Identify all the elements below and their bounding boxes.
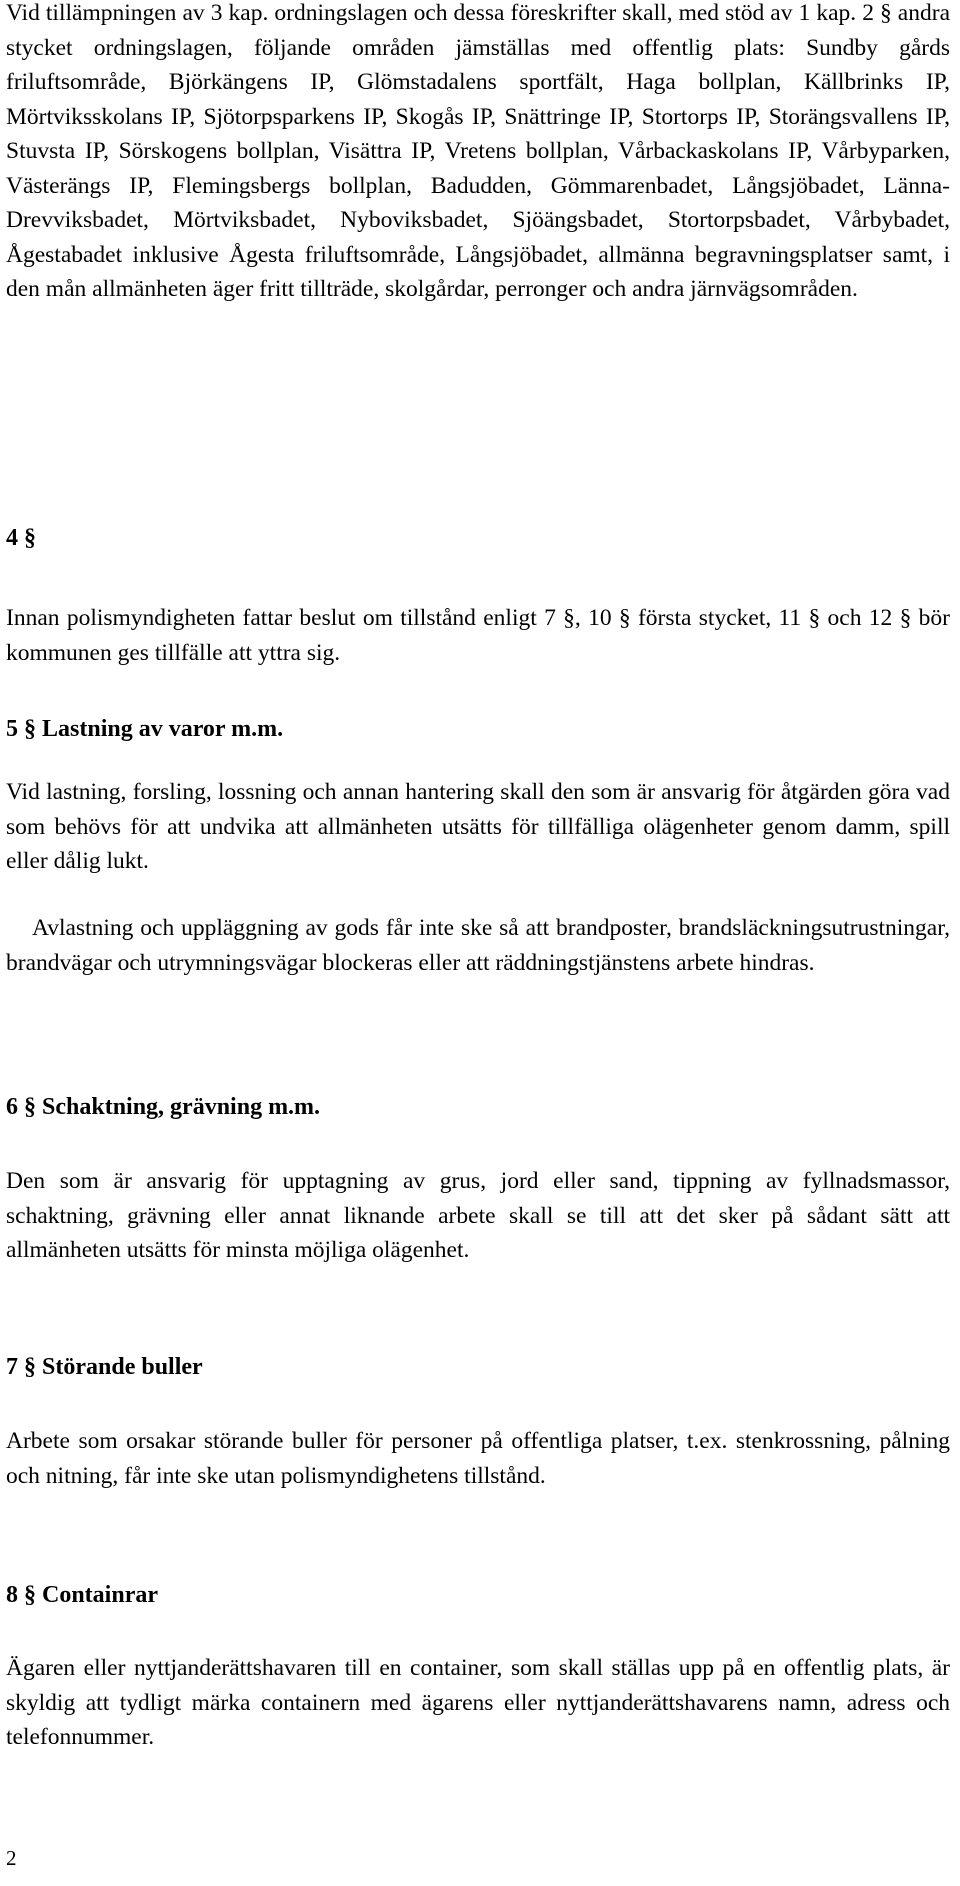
section-4-heading: 4 § <box>6 525 36 551</box>
intro-paragraph: Vid tillämpningen av 3 kap. ordningslagen och dessa föreskrifter skall, med stöd av 1 kap. 2 § andra stycket ordningslagen, följande områden jämställas med offentlig plats: Sundby gårds friluftsområde, Björkängens IP, Glömstadalens sportfält, Haga bollplan, Källbrinks IP, Mörtviksskolans IP, Sjötorpsparkens IP, Skogås IP, Snättringe IP, Stortorps IP, Storängsvallens IP, Stuvsta IP, Sörskogens bollplan, Visättra IP, Vretens bollplan, Vårbackaskolans IP, Vårbyparken, Västerängs IP, Flemingsbergs bollplan, Badudden, Gömmarenbadet, Långsjöbadet, Länna-Drevviksbadet, Mörtviksbadet, Nyboviksbadet, Sjöängsbadet, Stortorpsbadet, Vårbybadet, Ågestabadet inklusive Ågesta friluftsområde, Långsjöbadet, allmänna begravningsplatser samt, i den mån allmänheten äger fritt tillträde, skolgårdar, perronger och andra järnvägsområden. <box>6 0 950 302</box>
section-8-heading: 8 § Containrar <box>6 1582 158 1608</box>
section-8-paragraph: Ägaren eller nyttjanderättshavaren till en container, som skall ställas upp på en offentlig plats, är skyldig att tydligt märka containern med ägarens eller nyttjanderättshavarens namn, adress och telefonnummer. <box>6 1655 950 1750</box>
section-5-heading: 5 § Lastning av varor m.m. <box>6 716 284 742</box>
section-6-heading: 6 § Schaktning, grävning m.m. <box>6 1094 321 1120</box>
section-7-heading: 7 § Störande buller <box>6 1354 203 1380</box>
section-5-paragraph-2: Avlastning och uppläggning av gods får inte ske så att brandposter, brandsläckningsutrustningar, brandvägar och utrymningsvägar blockeras eller att räddningstjänstens arbete hindras. <box>6 915 950 976</box>
page-number: 2 <box>6 1846 17 1870</box>
section-7-paragraph: Arbete som orsakar störande buller för personer på offentliga platser, t.ex. stenkrossning, pålning och nitning, får inte ske utan polismyndighetens tillstånd. <box>6 1428 950 1489</box>
section-4-paragraph: Innan polismyndigheten fattar beslut om tillstånd enligt 7 §, 10 § första stycket, 11 § och 12 § bör kommunen ges tillfälle att yttra sig. <box>6 605 950 666</box>
section-5-paragraph-1: Vid lastning, forsling, lossning och annan hantering skall den som är ansvarig för åtgärden göra vad som behövs för att undvika att allmänheten utsätts för tillfälliga olägenheter genom damm, spill eller dålig lukt. <box>6 779 950 874</box>
section-6-paragraph: Den som är ansvarig för upptagning av grus, jord eller sand, tippning av fyllnadsmassor, schaktning, grävning eller annat liknande arbete skall se till att det sker på sådant sätt att allmänheten utsätts för minsta möjliga olägenhet. <box>6 1168 950 1263</box>
